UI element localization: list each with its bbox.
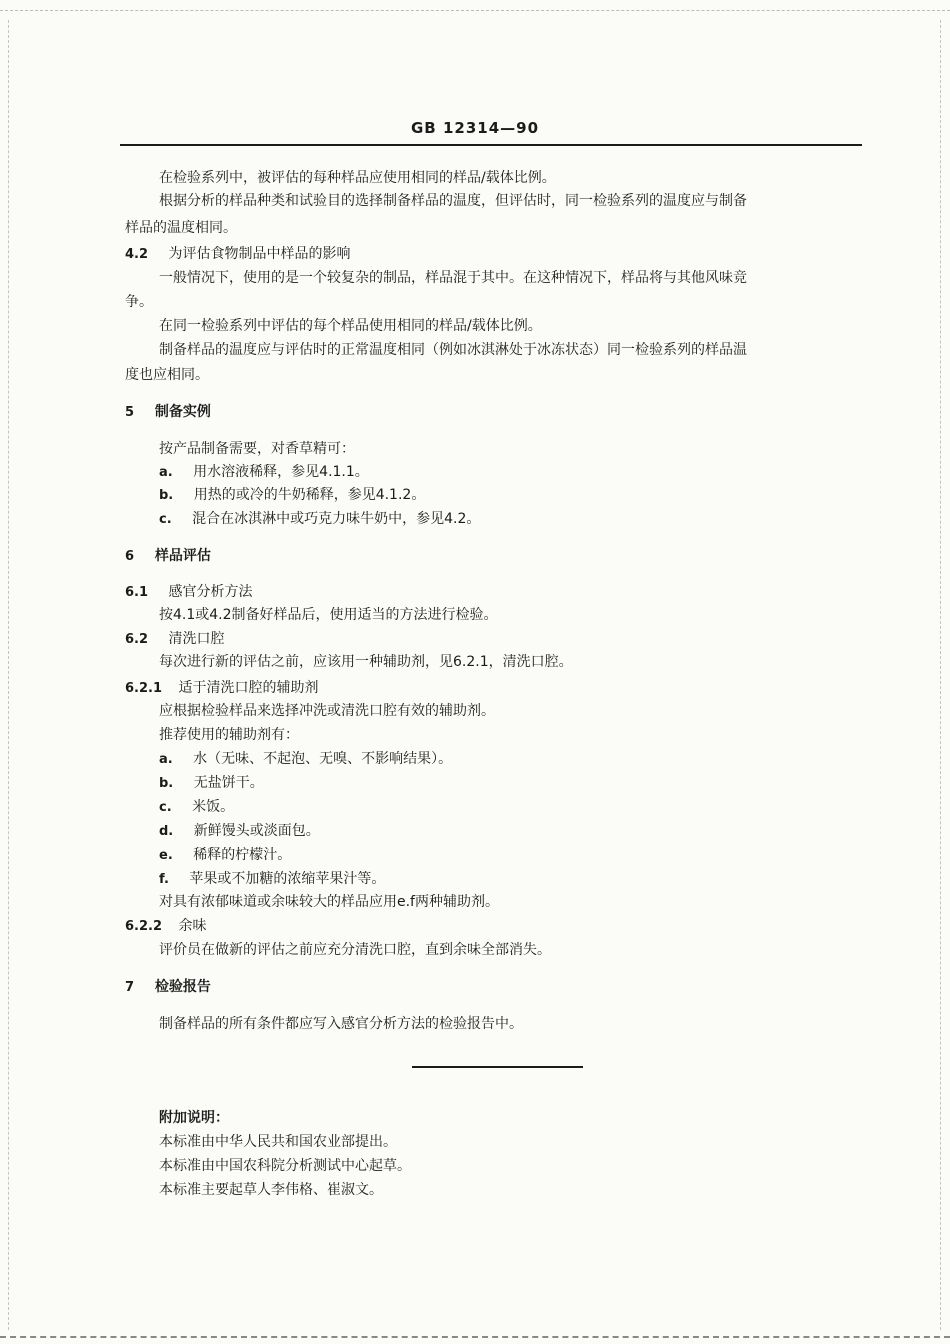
- section-heading-6: [125, 546, 211, 567]
- list-marker: b.: [159, 776, 174, 791]
- scan-edge-top: [0, 0, 950, 11]
- appendix-line: 本标准由中华人民共和国农业部提出。: [159, 1134, 397, 1150]
- section-heading-6-1: [125, 582, 252, 603]
- section-title: 感官分析方法: [168, 584, 253, 600]
- list-item-text: 苹果或不加糖的浓缩苹果汁等。: [189, 871, 386, 887]
- appendix-line: 本标准主要起草人李伟格、崔淑文。: [159, 1182, 383, 1198]
- list-item: [159, 509, 480, 530]
- list-item-text: 无盐饼干。: [193, 775, 264, 791]
- list-item-text: 稀释的柠檬汁。: [193, 847, 292, 863]
- list-marker: a.: [159, 752, 173, 767]
- section-heading-4-2: [125, 244, 350, 265]
- list-item: [159, 749, 452, 770]
- section-number: 6.2.2: [125, 919, 163, 934]
- list-marker: a.: [159, 465, 173, 480]
- section-title: 检验报告: [154, 979, 211, 995]
- section-heading-6-2-1: [125, 678, 318, 699]
- scan-edge-left: [8, 20, 9, 1330]
- paragraph-line: 在检验系列中，被评估的每种样品应使用相同的样品/载体比例。: [159, 170, 556, 186]
- section-title: 制备实例: [154, 404, 211, 420]
- paragraph-line: 按4.1或4.2制备好样品后，使用适当的方法进行检验。: [159, 607, 498, 623]
- section-number: 5: [125, 405, 135, 420]
- end-rule: [412, 1066, 583, 1068]
- paragraph-line: 对具有浓郁味道或余味较大的样品应用e.f两种辅助剂。: [159, 894, 499, 910]
- list-marker: c.: [159, 800, 172, 815]
- list-item: [159, 845, 291, 866]
- appendix-title: 附加说明：: [159, 1110, 229, 1126]
- list-marker: c.: [159, 512, 172, 527]
- paragraph-line: 制备样品的所有条件都应写入感官分析方法的检验报告中。: [159, 1016, 523, 1032]
- list-item: [159, 485, 425, 506]
- section-number: 6.1: [125, 585, 149, 600]
- paragraph-line: 推荐使用的辅助剂有：: [159, 727, 299, 743]
- section-heading-6-2-2: [125, 916, 206, 937]
- section-title: 为评估食物制品中样品的影响: [168, 246, 351, 262]
- list-marker: d.: [159, 824, 174, 839]
- section-heading-5: [125, 402, 211, 423]
- section-title: 适于清洗口腔的辅助剂: [178, 680, 319, 696]
- paragraph-line: 样品的温度相同。: [125, 220, 237, 236]
- list-item-text: 用热的或冷的牛奶稀释，参见4.1.2。: [193, 487, 426, 503]
- section-heading-6-2: [125, 629, 224, 650]
- section-number: 7: [125, 980, 135, 995]
- paragraph-line: 制备样品的温度应与评估时的正常温度相同（例如冰淇淋处于冰冻状态）同一检验系列的样品温: [159, 342, 747, 358]
- paragraph-line: 争。: [125, 294, 153, 310]
- appendix-line: 本标准由中国农科院分析测试中心起草。: [159, 1158, 411, 1174]
- paragraph-line: 按产品制备需要，对香草精可：: [159, 441, 355, 457]
- list-item: [159, 869, 385, 890]
- list-item: [159, 821, 320, 842]
- list-item-text: 米饭。: [192, 799, 235, 815]
- scan-edge-bottom: [0, 1336, 950, 1338]
- list-marker: f.: [159, 872, 169, 887]
- list-marker: e.: [159, 848, 173, 863]
- list-item-text: 混合在冰淇淋中或巧克力味牛奶中，参见4.2。: [192, 511, 481, 527]
- list-item-text: 用水溶液稀释，参见4.1.1。: [193, 464, 369, 480]
- section-title: 余味: [178, 918, 207, 934]
- list-item-text: 水（无味、不起泡、无嗅、不影响结果）。: [193, 751, 453, 767]
- paragraph-line: 每次进行新的评估之前，应该用一种辅助剂，见6.2.1，清洗口腔。: [159, 654, 573, 670]
- list-marker: b.: [159, 488, 174, 503]
- page-header-code: GB 12314—90: [410, 119, 540, 137]
- paragraph-line: 根据分析的样品种类和试验目的选择制备样品的温度，但评估时，同一检验系列的温度应与制备: [159, 193, 747, 209]
- paragraph-line: 应根据检验样品来选择冲洗或清洗口腔有效的辅助剂。: [159, 703, 495, 719]
- paragraph-line: 评价员在做新的评估之前应充分清洗口腔，直到余味全部消失。: [159, 942, 551, 958]
- list-item: [159, 462, 369, 483]
- section-number: 6.2.1: [125, 681, 163, 696]
- paragraph-line: 在同一检验系列中评估的每个样品使用相同的样品/载体比例。: [159, 318, 542, 334]
- paragraph-line: 度也应相同。: [125, 367, 209, 383]
- section-number: 6.2: [125, 632, 149, 647]
- section-heading-7: [125, 977, 211, 998]
- header-rule: [120, 144, 862, 146]
- list-item: [159, 797, 234, 818]
- section-title: 清洗口腔: [168, 631, 225, 647]
- list-item-text: 新鲜馒头或淡面包。: [193, 823, 320, 839]
- paragraph-line: 一般情况下，使用的是一个较复杂的制品，样品混于其中。在这种情况下，样品将与其他风味竞: [159, 270, 747, 286]
- section-number: 6: [125, 549, 135, 564]
- list-item: [159, 773, 264, 794]
- scan-edge-right: [940, 20, 941, 1330]
- section-title: 样品评估: [154, 548, 211, 564]
- section-number: 4.2: [125, 247, 149, 262]
